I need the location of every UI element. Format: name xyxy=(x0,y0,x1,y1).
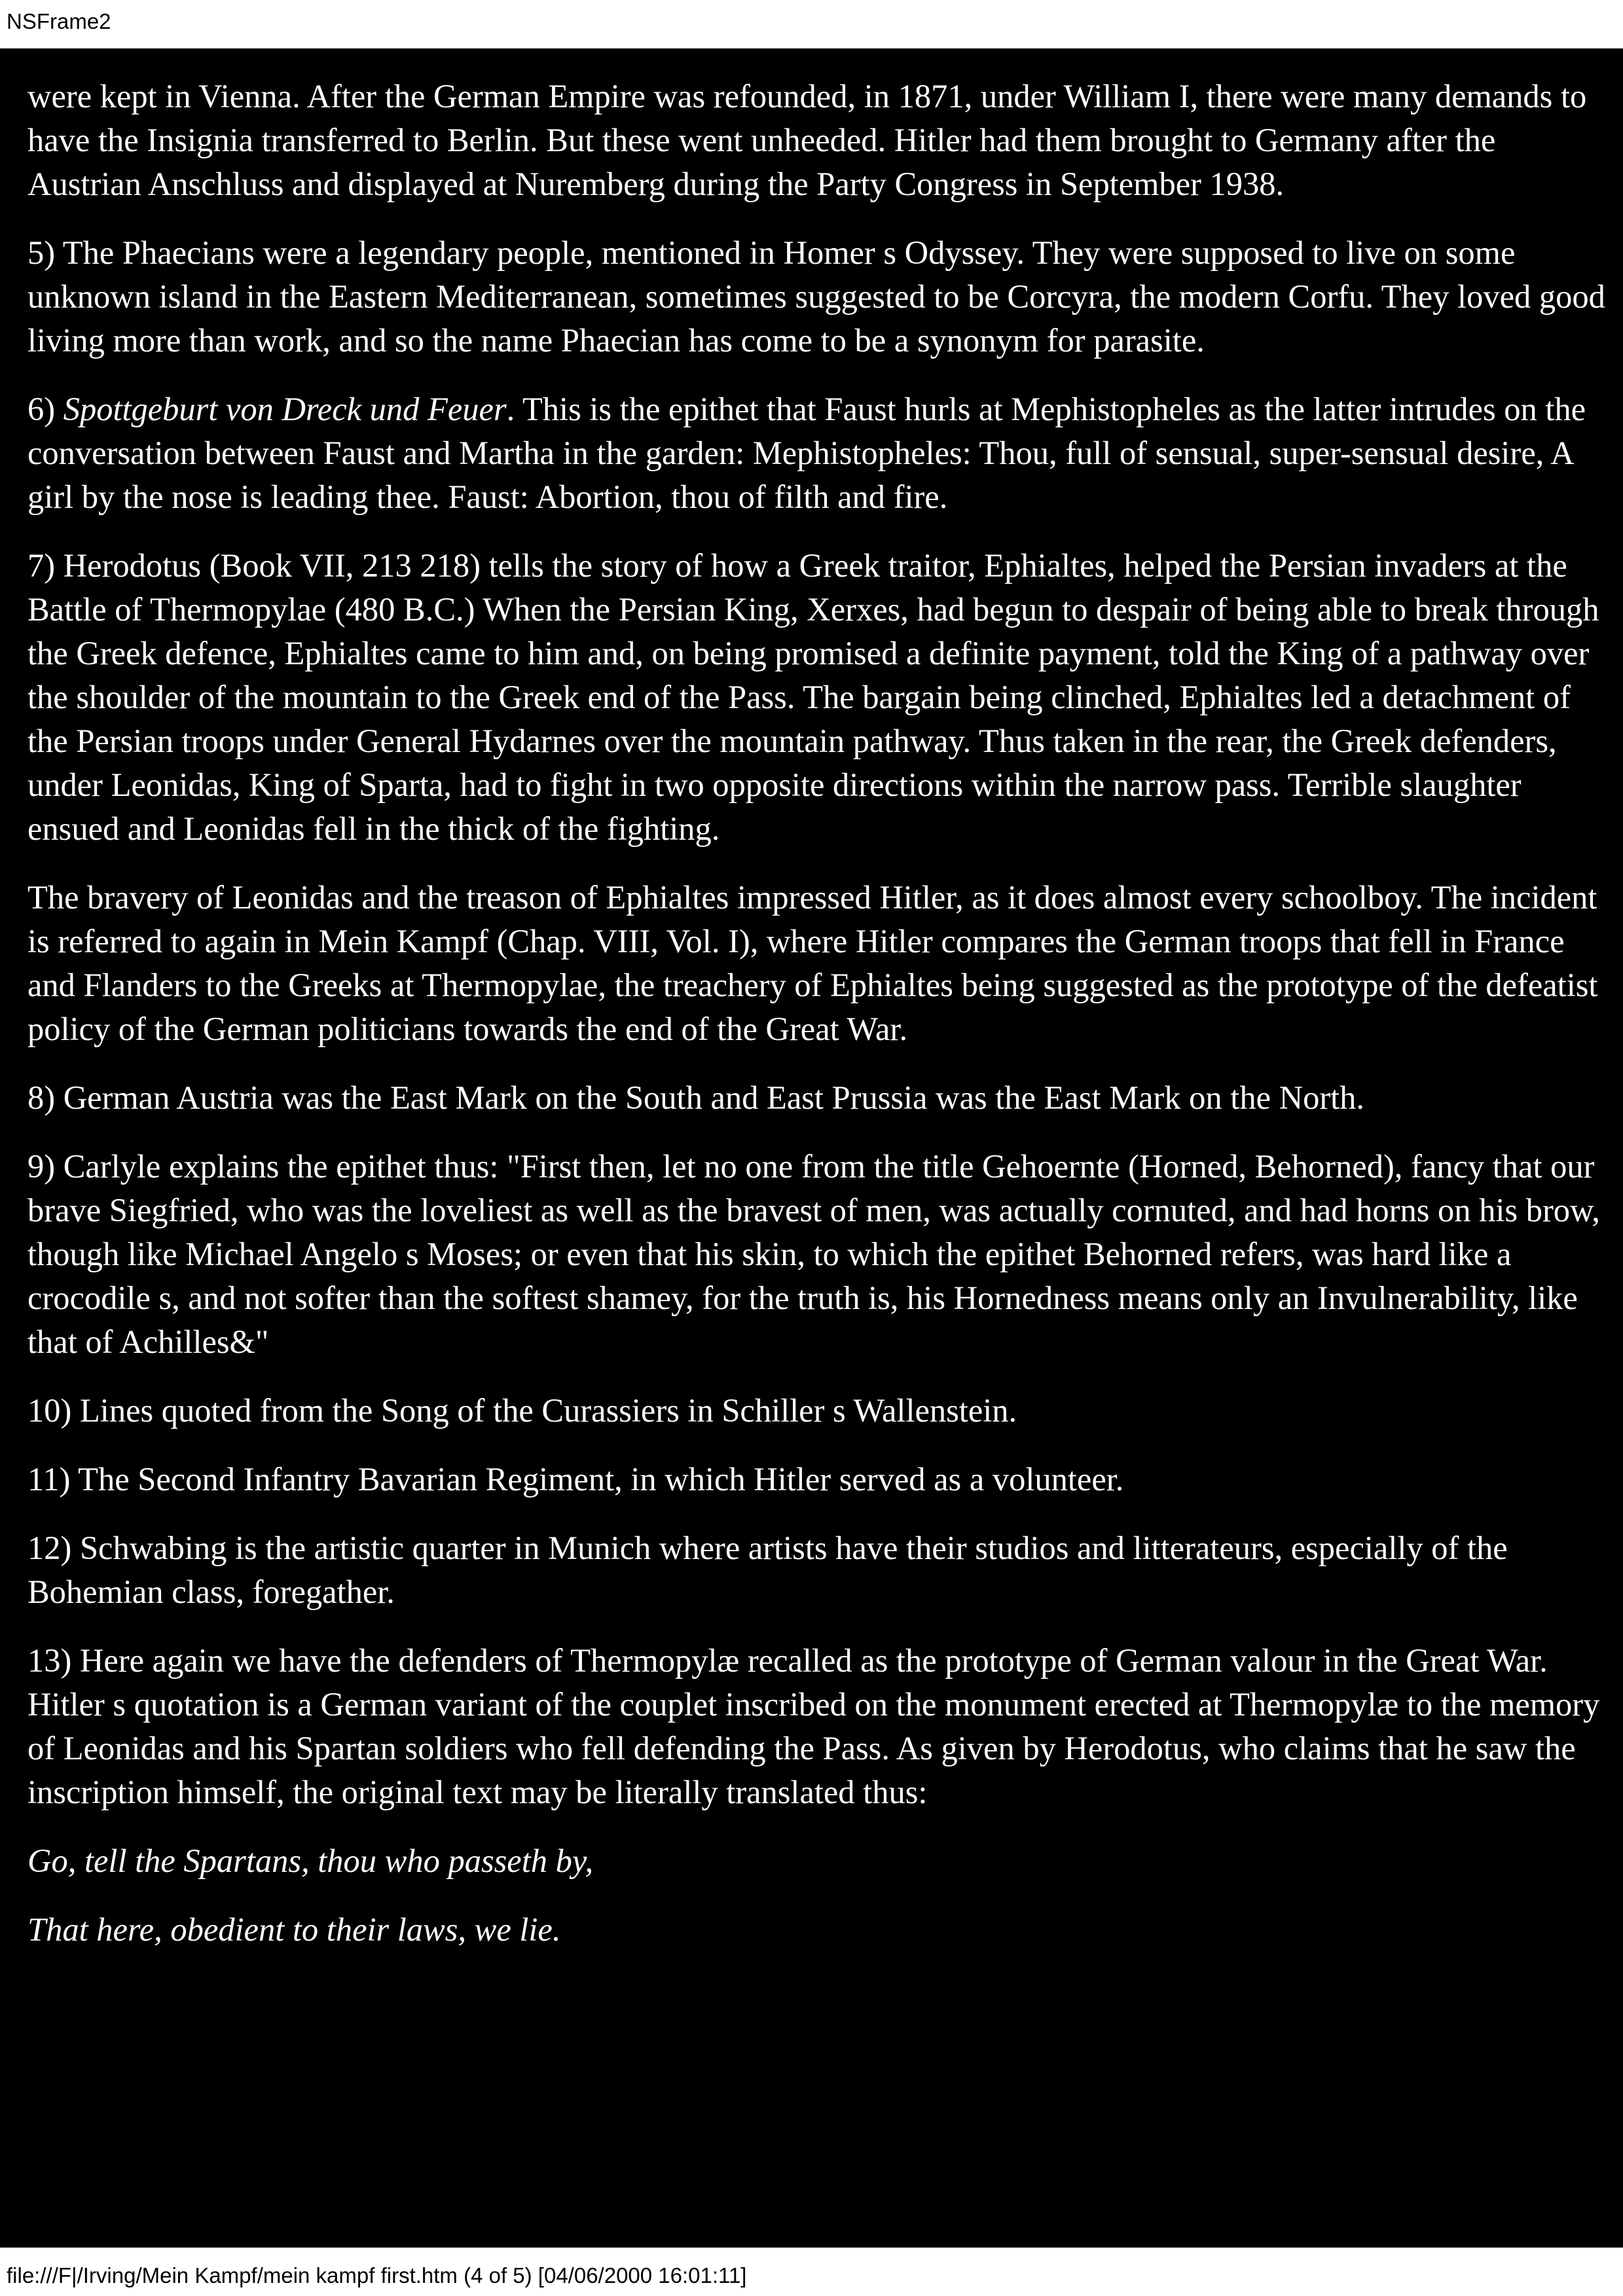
endnotes-text xyxy=(27,75,1605,1952)
print-footer xyxy=(0,2248,1623,2296)
note-10: 10) Lines quoted from the Song of the Curassiers in Schiller s Wallenstein. xyxy=(27,1392,1017,1429)
note-7-continued: The bravery of Leonidas and the treason of Ephialtes impressed Hitler, as it does almost every schoolboy. The incident is referred to again in Mein Kampf (Chap. VIII, Vol. I), where Hitler compares the German troops that fell in France and Flanders to the Greeks at Thermopylae, the treachery of Ephialtes being suggested as the prototype of the defeatist policy of the German politicians towards the end of the Great War. xyxy=(27,879,1598,1047)
document-title: NSFrame2 xyxy=(7,9,111,33)
note-9: 9) Carlyle explains the epithet thus: "First then, let no one from the title Gehoernte (Horned, Behorned), fancy that our brave Siegfried, who was the loveliest as well as the bravest of men, was actually cornuted, and had horns on his brow, though like Michael Angelo s Moses; or even that his skin, to which the epithet Behorned refers, was hard like a crocodile s, and not softer than the softest shamey, for the truth is, his Hornedness means only an Invulnerability, like that of Achilles&" xyxy=(27,1148,1600,1360)
note-6-number: 6) xyxy=(27,391,64,427)
verse-line-1-text: Go, tell the Spartans, thou who passeth by, xyxy=(27,1842,594,1879)
paragraph-continuation: were kept in Vienna. After the German Empire was refounded, in 1871, under William I, there were many demands to have the Insignia transferred to Berlin. But these went unheeded. Hitler had them brought to Germany after the Austrian Anschluss and displayed at Nuremberg during the Party Congress in September 1938. xyxy=(27,78,1587,202)
verse-line-2 xyxy=(27,1908,1605,1952)
verse-line-2-text: That here, obedient to their laws, we lie. xyxy=(27,1911,561,1948)
note-13: 13) Here again we have the defenders of Thermopylæ recalled as the prototype of German valour in the Great War. Hitler s quotation is a German variant of the couplet inscribed on the monument erected at Thermopylæ to the memory of Leonidas and his Spartan soldiers who fell defending the Pass. As given by Herodotus, who claims that he saw the inscription himself, the original text may be literally translated thus: xyxy=(27,1642,1600,1810)
note-6 xyxy=(27,387,1605,519)
verse-line-1 xyxy=(27,1839,1605,1883)
page-content xyxy=(0,48,1623,2248)
note-6-quote: Spottgeburt von Dreck und Feuer xyxy=(63,391,507,427)
print-header xyxy=(0,0,1623,48)
note-5: 5) The Phaecians were a legendary people, mentioned in Homer s Odyssey. They were supposed to live on some unknown island in the Eastern Mediterranean, sometimes suggested to be Corcyra, the modern Corfu. They loved good living more than work, and so the name Phaecian has come to be a synonym for parasite. xyxy=(27,234,1605,359)
note-11: 11) The Second Infantry Bavarian Regiment, in which Hitler served as a volunteer. xyxy=(27,1461,1124,1498)
file-path: file:///F|/Irving/Mein Kampf/mein kampf first.htm (4 of 5) [04/06/2000 16:01:11] xyxy=(7,2263,747,2287)
note-7: 7) Herodotus (Book VII, 213 218) tells the story of how a Greek traitor, Ephialtes, helped the Persian invaders at the Battle of Thermopylae (480 B.C.) When the Persian King, Xerxes, had begun to despair of being able to break through the Greek defence, Ephialtes came to him and, on being promised a definite payment, told the King of a pathway over the shoulder of the mountain to the Greek end of the Pass. The bargain being clinched, Ephialtes led a detachment of the Persian troops under General Hydarnes over the mountain pathway. Thus taken in the rear, the Greek defenders, under Leonidas, King of Sparta, had to fight in two opposite directions within the narrow pass. Terrible slaughter ensued and Leonidas fell in the thick of the fighting. xyxy=(27,547,1599,847)
note-6-body: . This is the epithet that Faust hurls at Mephistopheles as the latter intrudes on the conversation between Faust and Martha in the garden: Mephistopheles: Thou, full of sensual, super-sensual desire, A girl by the nose is leading thee. Faust: Abortion, thou of filth and fire. xyxy=(27,391,1586,515)
note-8: 8) German Austria was the East Mark on the South and East Prussia was the East Mark on the North. xyxy=(27,1079,1365,1116)
note-12: 12) Schwabing is the artistic quarter in Munich where artists have their studios and litterateurs, especially of the Bohemian class, foregather. xyxy=(27,1530,1508,1610)
